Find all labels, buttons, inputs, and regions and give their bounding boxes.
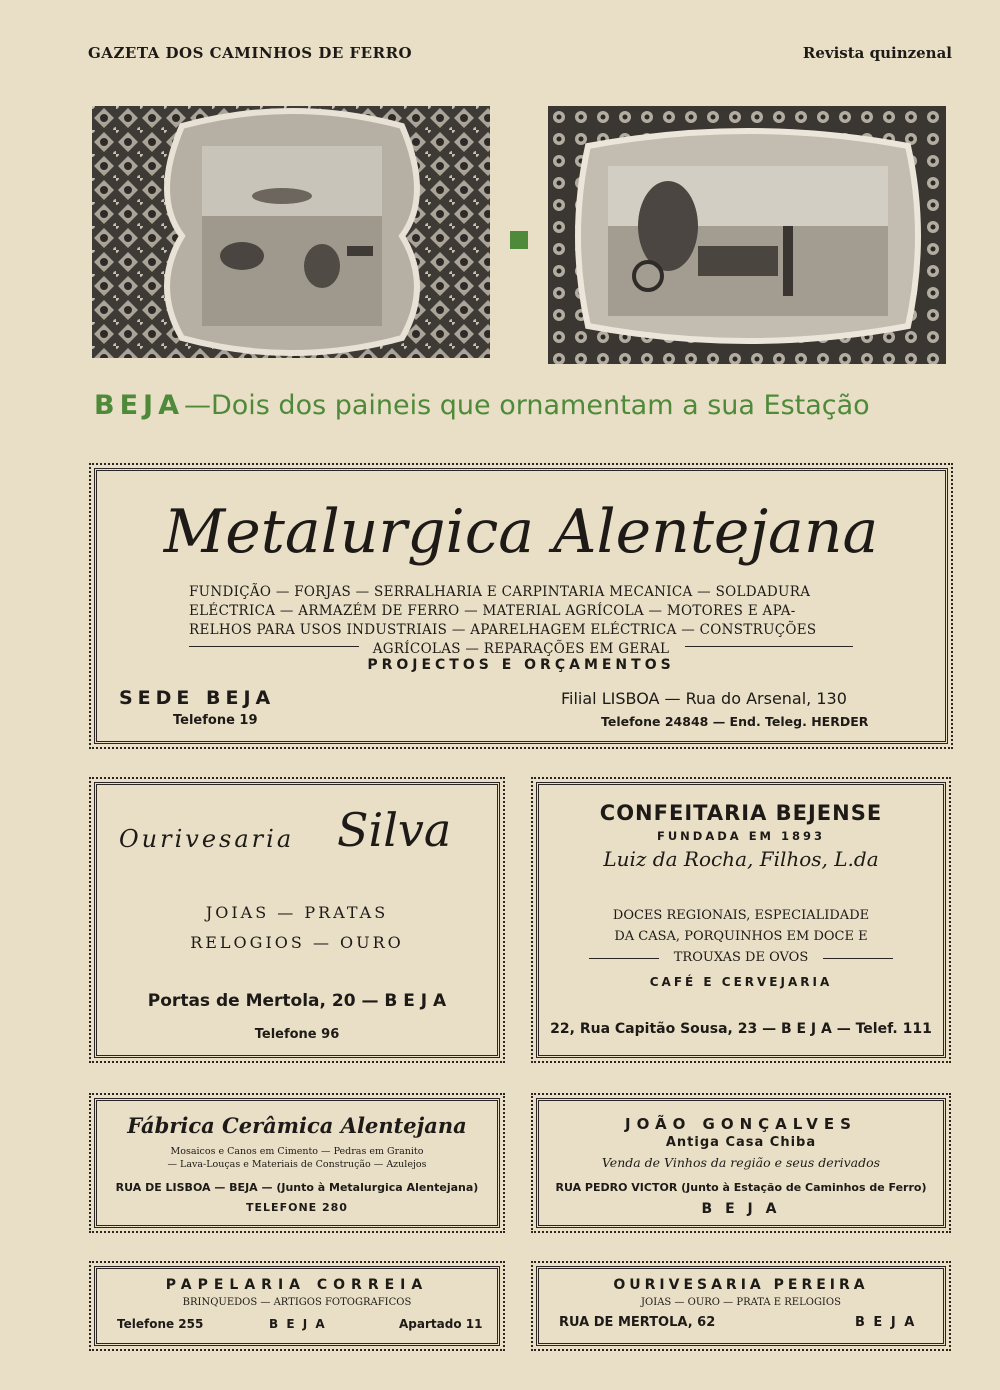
metalurgica-service-line: RELHOS PARA USOS INDUSTRIAIS — APARELHAGEM ELÉCTRICA — CONSTRUÇÕES [189, 622, 817, 638]
confeitaria-cafe: CAFÉ E CERVEJARIA [649, 975, 833, 989]
metalurgica-service-line: ELÉCTRICA — ARMAZÉM DE FERRO — MATERIAL AGRÍCOLA — MOTORES E APA- [189, 603, 796, 619]
silva-prefix: Ourivesaria [119, 825, 295, 853]
confeitaria-desc-line: DA CASA, PORQUINHOS EM DOCE E [614, 929, 868, 944]
papelaria-desc: BRINQUEDOS — ARTIGOS FOTOGRAFICOS [182, 1297, 412, 1308]
metalurgica-services [189, 583, 853, 659]
confeitaria-founded: FUNDADA EM 1893 [656, 829, 826, 843]
green-separator-square [510, 231, 528, 249]
tile-panel-photo-left [92, 106, 490, 358]
ad-papelaria-correia [94, 1266, 500, 1346]
tile-panel-photo-right [548, 106, 946, 364]
rule [685, 646, 853, 647]
joao-name: JOÃO GONÇALVES [625, 1115, 857, 1133]
papelaria-phone: Telefone 255 [117, 1317, 204, 1331]
silva-line2: RELOGIOS — OURO [190, 933, 404, 952]
pereira-town: B E J A [855, 1315, 917, 1330]
fabrica-address: RUA DE LISBOA — BEJA — (Junto à Metalurgica Alentejana) [115, 1181, 479, 1194]
ad-metalurgica-alentejana [94, 468, 948, 744]
ad-ourivesaria-silva [94, 782, 500, 1058]
caption-place: BEJA [94, 390, 184, 421]
fabrica-line1: Mosaicos e Canos em Cimento — Pedras em Granito [170, 1146, 424, 1157]
rule [589, 958, 659, 959]
confeitaria-desc-line: DOCES REGIONAIS, ESPECIALIDADE [612, 908, 870, 923]
metalurgica-sede-phone: Telefone 19 [173, 713, 258, 728]
journal-title: GAZETA DOS CAMINHOS DE FERRO [88, 44, 413, 62]
confeitaria-owner: Luiz da Rocha, Filhos, L.da [603, 847, 879, 871]
fabrica-name: Fábrica Cerâmica Alentejana [127, 1113, 467, 1138]
pereira-desc: JOIAS — OURO — PRATA E RELOGIOS [641, 1297, 841, 1308]
joao-town: B E J A [701, 1201, 781, 1217]
metalurgica-name: Metalurgica Alentejana [163, 497, 879, 567]
confeitaria-name: CONFEITARIA BEJENSE [599, 801, 883, 825]
ad-ourivesaria-pereira [536, 1266, 946, 1346]
metalurgica-filial-phone: Telefone 24848 — End. Teleg. HERDER [601, 714, 869, 729]
rule [189, 646, 359, 647]
silva-phone: Telefone 96 [254, 1027, 340, 1042]
caption-text: —Dois dos paineis que ornamentam a sua Estação [183, 390, 870, 421]
pereira-address: RUA DE MERTOLA, 62 [559, 1315, 716, 1330]
silva-line1: JOIAS — PRATAS [205, 903, 389, 922]
confeitaria-desc-line: TROUXAS DE OVOS [673, 950, 809, 965]
joao-desc: Venda de Vinhos da região e seus derivados [601, 1155, 881, 1170]
silva-address: Portas de Mertola, 20 — B E J A [147, 991, 447, 1011]
metalurgica-sede: SEDE BEJA [119, 687, 276, 709]
confeitaria-address: 22, Rua Capitão Sousa, 23 — B E J A — Telef. 111 [550, 1021, 932, 1037]
metalurgica-filial: Filial LISBOA — Rua do Arsenal, 130 [561, 689, 847, 708]
ad-joao-goncalves [536, 1098, 946, 1228]
papelaria-box: Apartado 11 [399, 1317, 483, 1331]
joao-sub: Antiga Casa Chiba [665, 1135, 817, 1150]
pereira-name: OURIVESARIA PEREIRA [613, 1277, 869, 1293]
papelaria-town: B E J A [269, 1317, 327, 1331]
fabrica-line2: — Lava-Louças e Materiais de Construção — Azulejos [167, 1159, 427, 1170]
metalurgica-service-line: FUNDIÇÃO — FORJAS — SERRALHARIA E CARPINTARIA MECANICA — SOLDADURA [189, 584, 811, 600]
silva-name: Silva [337, 803, 452, 857]
issue-type: Revista quinzenal [802, 44, 952, 62]
papelaria-name: PAPELARIA CORREIA [165, 1277, 429, 1293]
ad-fabrica-ceramica [94, 1098, 500, 1228]
metalurgica-service-line: AGRÍCOLAS — REPARAÇÕES EM GERAL [372, 641, 670, 657]
ad-confeitaria-bejense [536, 782, 946, 1058]
joao-address: RUA PEDRO VICTOR (Junto à Estação de Caminhos de Ferro) [555, 1181, 927, 1194]
rule [823, 958, 893, 959]
fabrica-phone: TELEFONE 280 [246, 1201, 348, 1214]
photo-caption [94, 390, 954, 421]
metalurgica-projects: PROJECTOS E ORÇAMENTOS [367, 657, 675, 673]
